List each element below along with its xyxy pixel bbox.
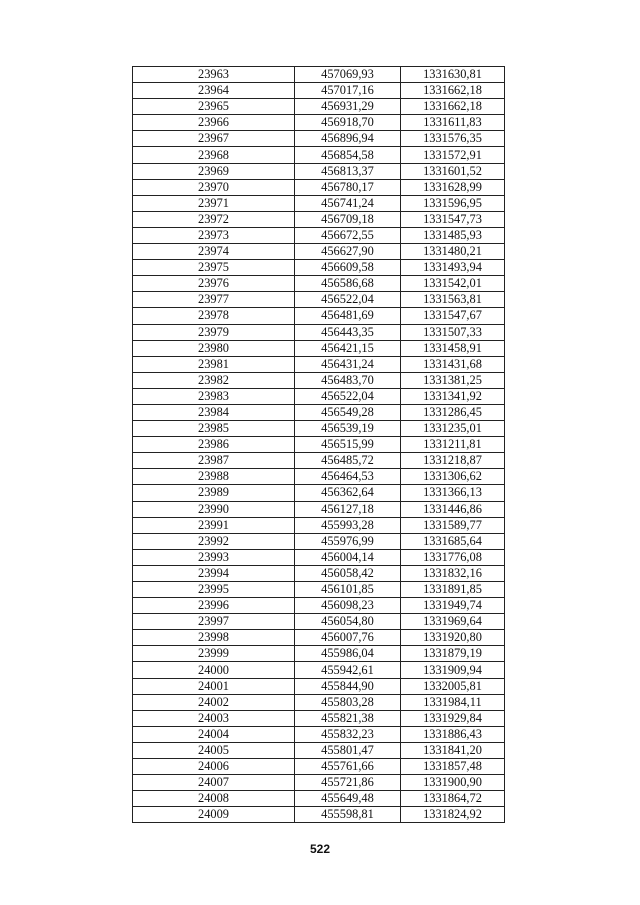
y-coordinate-cell: 1331886,43 bbox=[401, 726, 505, 742]
point-number-cell: 23979 bbox=[133, 324, 295, 340]
x-coordinate-cell: 456586,68 bbox=[295, 276, 401, 292]
x-coordinate-cell: 456709,18 bbox=[295, 211, 401, 227]
y-coordinate-cell: 1331611,83 bbox=[401, 115, 505, 131]
point-number-cell: 23991 bbox=[133, 517, 295, 533]
table-row bbox=[133, 549, 505, 565]
y-coordinate-cell: 1331563,81 bbox=[401, 292, 505, 308]
point-number-cell: 23970 bbox=[133, 179, 295, 195]
table-row bbox=[133, 453, 505, 469]
point-number-cell: 23990 bbox=[133, 501, 295, 517]
table-row bbox=[133, 179, 505, 195]
x-coordinate-cell: 456515,99 bbox=[295, 437, 401, 453]
point-number-cell: 24002 bbox=[133, 694, 295, 710]
x-coordinate-cell: 457017,16 bbox=[295, 83, 401, 99]
table-row bbox=[133, 614, 505, 630]
point-number-cell: 23964 bbox=[133, 83, 295, 99]
table-row bbox=[133, 115, 505, 131]
y-coordinate-cell: 1331306,62 bbox=[401, 469, 505, 485]
table-row bbox=[133, 742, 505, 758]
y-coordinate-cell: 1331891,85 bbox=[401, 582, 505, 598]
table-row bbox=[133, 630, 505, 646]
x-coordinate-cell: 456522,04 bbox=[295, 292, 401, 308]
point-number-cell: 23994 bbox=[133, 565, 295, 581]
x-coordinate-cell: 455761,66 bbox=[295, 759, 401, 775]
y-coordinate-cell: 1331662,18 bbox=[401, 83, 505, 99]
table-row bbox=[133, 662, 505, 678]
table-row bbox=[133, 469, 505, 485]
point-number-cell: 23972 bbox=[133, 211, 295, 227]
x-coordinate-cell: 455832,23 bbox=[295, 726, 401, 742]
point-number-cell: 23998 bbox=[133, 630, 295, 646]
table-row bbox=[133, 308, 505, 324]
x-coordinate-cell: 456101,85 bbox=[295, 582, 401, 598]
x-coordinate-cell: 455986,04 bbox=[295, 646, 401, 662]
table-row bbox=[133, 372, 505, 388]
point-number-cell: 23992 bbox=[133, 533, 295, 549]
point-number-cell: 24006 bbox=[133, 759, 295, 775]
point-number-cell: 23989 bbox=[133, 485, 295, 501]
table-row bbox=[133, 227, 505, 243]
x-coordinate-cell: 456481,69 bbox=[295, 308, 401, 324]
y-coordinate-cell: 1331601,52 bbox=[401, 163, 505, 179]
x-coordinate-cell: 455598,81 bbox=[295, 807, 401, 823]
y-coordinate-cell: 1331824,92 bbox=[401, 807, 505, 823]
y-coordinate-cell: 1331547,67 bbox=[401, 308, 505, 324]
table-row bbox=[133, 324, 505, 340]
x-coordinate-cell: 456004,14 bbox=[295, 549, 401, 565]
y-coordinate-cell: 1331857,48 bbox=[401, 759, 505, 775]
y-coordinate-cell: 1331929,84 bbox=[401, 710, 505, 726]
point-number-cell: 24001 bbox=[133, 678, 295, 694]
y-coordinate-cell: 1331920,80 bbox=[401, 630, 505, 646]
x-coordinate-cell: 456896,94 bbox=[295, 131, 401, 147]
x-coordinate-cell: 456098,23 bbox=[295, 598, 401, 614]
table-row bbox=[133, 485, 505, 501]
table-row bbox=[133, 67, 505, 83]
x-coordinate-cell: 456127,18 bbox=[295, 501, 401, 517]
y-coordinate-cell: 1331547,73 bbox=[401, 211, 505, 227]
point-number-cell: 23981 bbox=[133, 356, 295, 372]
table-row bbox=[133, 791, 505, 807]
point-number-cell: 23973 bbox=[133, 227, 295, 243]
point-number-cell: 23966 bbox=[133, 115, 295, 131]
y-coordinate-cell: 1331286,45 bbox=[401, 404, 505, 420]
y-coordinate-cell: 1331662,18 bbox=[401, 99, 505, 115]
table-row bbox=[133, 356, 505, 372]
table-row bbox=[133, 147, 505, 163]
y-coordinate-cell: 1332005,81 bbox=[401, 678, 505, 694]
coordinates-table-body bbox=[133, 67, 505, 823]
point-number-cell: 23978 bbox=[133, 308, 295, 324]
y-coordinate-cell: 1331596,95 bbox=[401, 195, 505, 211]
table-row bbox=[133, 292, 505, 308]
point-number-cell: 24005 bbox=[133, 742, 295, 758]
point-number-cell: 23986 bbox=[133, 437, 295, 453]
table-row bbox=[133, 83, 505, 99]
point-number-cell: 23965 bbox=[133, 99, 295, 115]
x-coordinate-cell: 455844,90 bbox=[295, 678, 401, 694]
table-row bbox=[133, 775, 505, 791]
page-number: 522 bbox=[309, 842, 331, 856]
y-coordinate-cell: 1331341,92 bbox=[401, 388, 505, 404]
table-row bbox=[133, 195, 505, 211]
point-number-cell: 24008 bbox=[133, 791, 295, 807]
x-coordinate-cell: 456931,29 bbox=[295, 99, 401, 115]
y-coordinate-cell: 1331218,87 bbox=[401, 453, 505, 469]
point-number-cell: 23996 bbox=[133, 598, 295, 614]
point-number-cell: 23982 bbox=[133, 372, 295, 388]
table-row bbox=[133, 710, 505, 726]
x-coordinate-cell: 456672,55 bbox=[295, 227, 401, 243]
point-number-cell: 23987 bbox=[133, 453, 295, 469]
table-row bbox=[133, 437, 505, 453]
point-number-cell: 23984 bbox=[133, 404, 295, 420]
table-row bbox=[133, 533, 505, 549]
point-number-cell: 23997 bbox=[133, 614, 295, 630]
y-coordinate-cell: 1331493,94 bbox=[401, 260, 505, 276]
x-coordinate-cell: 455993,28 bbox=[295, 517, 401, 533]
point-number-cell: 23969 bbox=[133, 163, 295, 179]
y-coordinate-cell: 1331969,64 bbox=[401, 614, 505, 630]
point-number-cell: 23995 bbox=[133, 582, 295, 598]
y-coordinate-cell: 1331776,08 bbox=[401, 549, 505, 565]
y-coordinate-cell: 1331685,64 bbox=[401, 533, 505, 549]
point-number-cell: 23999 bbox=[133, 646, 295, 662]
point-number-cell: 24004 bbox=[133, 726, 295, 742]
x-coordinate-cell: 455721,86 bbox=[295, 775, 401, 791]
y-coordinate-cell: 1331507,33 bbox=[401, 324, 505, 340]
y-coordinate-cell: 1331589,77 bbox=[401, 517, 505, 533]
x-coordinate-cell: 455803,28 bbox=[295, 694, 401, 710]
x-coordinate-cell: 456813,37 bbox=[295, 163, 401, 179]
point-number-cell: 23988 bbox=[133, 469, 295, 485]
x-coordinate-cell: 456058,42 bbox=[295, 565, 401, 581]
table-row bbox=[133, 211, 505, 227]
x-coordinate-cell: 456362,64 bbox=[295, 485, 401, 501]
table-row bbox=[133, 759, 505, 775]
y-coordinate-cell: 1331949,74 bbox=[401, 598, 505, 614]
y-coordinate-cell: 1331458,91 bbox=[401, 340, 505, 356]
y-coordinate-cell: 1331628,99 bbox=[401, 179, 505, 195]
point-number-cell: 23983 bbox=[133, 388, 295, 404]
x-coordinate-cell: 455976,99 bbox=[295, 533, 401, 549]
point-number-cell: 23974 bbox=[133, 244, 295, 260]
point-number-cell: 23971 bbox=[133, 195, 295, 211]
y-coordinate-cell: 1331576,35 bbox=[401, 131, 505, 147]
x-coordinate-cell: 456918,70 bbox=[295, 115, 401, 131]
point-number-cell: 24009 bbox=[133, 807, 295, 823]
y-coordinate-cell: 1331832,16 bbox=[401, 565, 505, 581]
x-coordinate-cell: 455801,47 bbox=[295, 742, 401, 758]
x-coordinate-cell: 456522,04 bbox=[295, 388, 401, 404]
x-coordinate-cell: 456485,72 bbox=[295, 453, 401, 469]
y-coordinate-cell: 1331431,68 bbox=[401, 356, 505, 372]
y-coordinate-cell: 1331480,21 bbox=[401, 244, 505, 260]
table-row bbox=[133, 260, 505, 276]
point-number-cell: 24003 bbox=[133, 710, 295, 726]
point-number-cell: 23967 bbox=[133, 131, 295, 147]
point-number-cell: 23975 bbox=[133, 260, 295, 276]
table-row bbox=[133, 163, 505, 179]
table-row bbox=[133, 678, 505, 694]
y-coordinate-cell: 1331485,93 bbox=[401, 227, 505, 243]
x-coordinate-cell: 456054,80 bbox=[295, 614, 401, 630]
y-coordinate-cell: 1331630,81 bbox=[401, 67, 505, 83]
point-number-cell: 23963 bbox=[133, 67, 295, 83]
y-coordinate-cell: 1331841,20 bbox=[401, 742, 505, 758]
x-coordinate-cell: 455649,48 bbox=[295, 791, 401, 807]
y-coordinate-cell: 1331572,91 bbox=[401, 147, 505, 163]
y-coordinate-cell: 1331879,19 bbox=[401, 646, 505, 662]
y-coordinate-cell: 1331909,94 bbox=[401, 662, 505, 678]
table-row bbox=[133, 501, 505, 517]
y-coordinate-cell: 1331381,25 bbox=[401, 372, 505, 388]
y-coordinate-cell: 1331864,72 bbox=[401, 791, 505, 807]
x-coordinate-cell: 456549,28 bbox=[295, 404, 401, 420]
y-coordinate-cell: 1331366,13 bbox=[401, 485, 505, 501]
x-coordinate-cell: 457069,93 bbox=[295, 67, 401, 83]
table-row bbox=[133, 131, 505, 147]
y-coordinate-cell: 1331984,11 bbox=[401, 694, 505, 710]
x-coordinate-cell: 456443,35 bbox=[295, 324, 401, 340]
x-coordinate-cell: 456609,58 bbox=[295, 260, 401, 276]
x-coordinate-cell: 456780,17 bbox=[295, 179, 401, 195]
point-number-cell: 23993 bbox=[133, 549, 295, 565]
y-coordinate-cell: 1331900,90 bbox=[401, 775, 505, 791]
y-coordinate-cell: 1331235,01 bbox=[401, 421, 505, 437]
table-row bbox=[133, 517, 505, 533]
point-number-cell: 23980 bbox=[133, 340, 295, 356]
point-number-cell: 23977 bbox=[133, 292, 295, 308]
table-row bbox=[133, 646, 505, 662]
table-row bbox=[133, 421, 505, 437]
table-row bbox=[133, 582, 505, 598]
table-row bbox=[133, 404, 505, 420]
x-coordinate-cell: 456854,58 bbox=[295, 147, 401, 163]
table-row bbox=[133, 244, 505, 260]
x-coordinate-cell: 456483,70 bbox=[295, 372, 401, 388]
point-number-cell: 23968 bbox=[133, 147, 295, 163]
table-row bbox=[133, 340, 505, 356]
table-row bbox=[133, 388, 505, 404]
x-coordinate-cell: 456741,24 bbox=[295, 195, 401, 211]
x-coordinate-cell: 456627,90 bbox=[295, 244, 401, 260]
y-coordinate-cell: 1331446,86 bbox=[401, 501, 505, 517]
x-coordinate-cell: 455821,38 bbox=[295, 710, 401, 726]
point-number-cell: 24000 bbox=[133, 662, 295, 678]
point-number-cell: 24007 bbox=[133, 775, 295, 791]
y-coordinate-cell: 1331542,01 bbox=[401, 276, 505, 292]
y-coordinate-cell: 1331211,81 bbox=[401, 437, 505, 453]
x-coordinate-cell: 455942,61 bbox=[295, 662, 401, 678]
table-row bbox=[133, 598, 505, 614]
table-row bbox=[133, 807, 505, 823]
point-number-cell: 23985 bbox=[133, 421, 295, 437]
coordinates-table bbox=[132, 66, 504, 823]
table-row bbox=[133, 276, 505, 292]
x-coordinate-cell: 456539,19 bbox=[295, 421, 401, 437]
table-row bbox=[133, 99, 505, 115]
table-row bbox=[133, 726, 505, 742]
table-row bbox=[133, 694, 505, 710]
x-coordinate-cell: 456431,24 bbox=[295, 356, 401, 372]
x-coordinate-cell: 456007,76 bbox=[295, 630, 401, 646]
table-row bbox=[133, 565, 505, 581]
x-coordinate-cell: 456464,53 bbox=[295, 469, 401, 485]
point-number-cell: 23976 bbox=[133, 276, 295, 292]
x-coordinate-cell: 456421,15 bbox=[295, 340, 401, 356]
